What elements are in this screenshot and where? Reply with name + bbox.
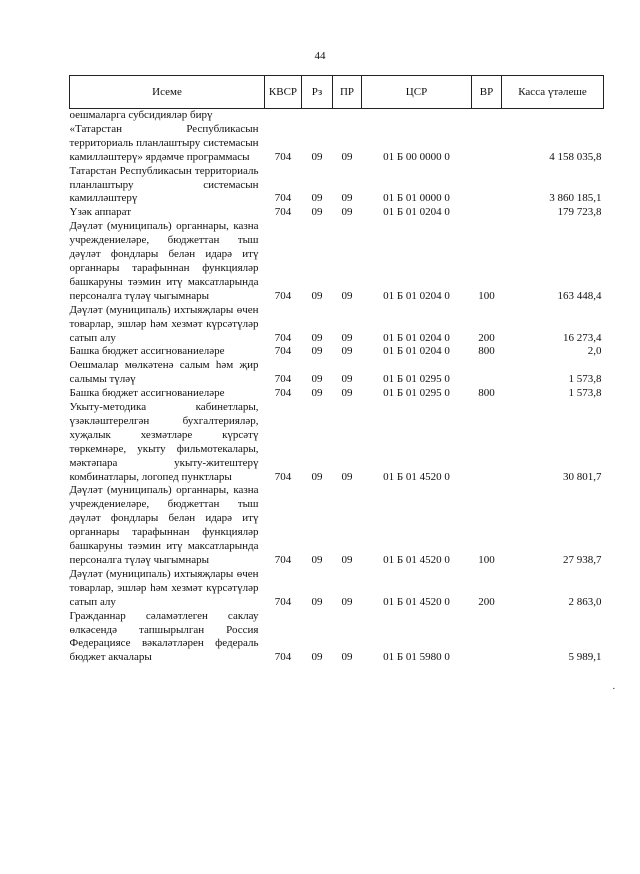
- cell-vr: 100: [478, 554, 495, 566]
- cell-vr: [472, 359, 502, 387]
- cell-vr: [472, 109, 502, 123]
- cell-csr: 01 Б 01 5980 0: [383, 651, 450, 664]
- cell-vr: 100: [478, 289, 495, 302]
- budget-table-container: [69, 75, 603, 665]
- cell-pr: 09: [341, 289, 353, 302]
- cell-kvsr: 704: [274, 345, 292, 358]
- cell-csr: 01 Б 01 0295 0: [383, 387, 450, 400]
- cell-kvsr: 704: [274, 651, 292, 664]
- cell-vr: 200: [478, 595, 495, 608]
- cell-amount: 2,0: [587, 345, 602, 358]
- cell-vr: 800: [478, 345, 495, 358]
- cell-rz: 09: [311, 289, 323, 302]
- cell-csr: 01 Б 01 0295 0: [383, 373, 450, 386]
- cell-amount: 1 573,8: [568, 373, 602, 386]
- cell-name: Татарстан Республикасын территориаль планлаштыру системасын камилләштерү: [69, 164, 259, 205]
- cell-csr: 01 Б 01 0204 0: [383, 289, 450, 302]
- cell-amount: 163 448,4: [557, 289, 602, 302]
- cell-amount: [502, 109, 604, 123]
- cell-amount: 3 860 185,1: [549, 192, 602, 205]
- cell-name: Дәүләт (муниципаль) органнары, казна учреждениеләре, бюджеттан тыш дәүләт фондлары белән идарә итү органнары тарафыннан функцияләр башкаруны тәэмин итү максатларында персоналга түләү чыгымнары: [69, 220, 259, 302]
- header-vr: ВР: [472, 76, 502, 109]
- cell-kvsr: 704: [274, 192, 292, 205]
- cell-rz: 09: [311, 345, 323, 358]
- cell-kvsr: 704: [274, 595, 292, 608]
- header-name: Исеме: [70, 76, 265, 109]
- cell-name: Дәүләт (муниципаль) ихтыяҗлары өчен товарлар, эшләр һәм хезмәт күрсәтүләр сатып алу: [69, 303, 259, 344]
- cell-pr: 09: [341, 206, 353, 219]
- cell-amount: 179 723,8: [557, 206, 602, 219]
- cell-rz: 09: [311, 192, 323, 205]
- cell-pr: 09: [341, 150, 353, 163]
- cell-kvsr: [265, 109, 302, 123]
- cell-rz: 09: [311, 373, 323, 386]
- table-row: [70, 165, 604, 207]
- cell-name: Укыту-методика кабинетлары, үзәкләштерелгән бухгалтерияләр, хуҗалык хезмәтләре күрсәтү төркемнәре, укыту фильмотекалары, мәктәпара укыту-житештерү комбинатлары, логопед пунктлары: [69, 401, 259, 483]
- cell-name: Башка бюджет ассигнованиеләре: [69, 387, 225, 400]
- header-csr: ЦСР: [362, 76, 472, 109]
- cell-vr: [472, 610, 502, 666]
- cell-kvsr: 704: [274, 150, 292, 163]
- cell-name: Дәүләт (муниципаль) органнары, казна учреждениеләре, бюджеттан тыш дәүләт фондлары белән идарә итү органнары тарафыннан функцияләр башкаруны тәэмин итү максатларында персоналга түләү чыгымнары: [69, 484, 259, 566]
- cell-pr: [333, 109, 362, 123]
- cell-kvsr: 704: [274, 470, 292, 483]
- cell-kvsr: 704: [274, 387, 292, 400]
- cell-kvsr: 704: [274, 373, 292, 386]
- header-pr: ПР: [333, 76, 362, 109]
- cell-vr: 200: [478, 331, 495, 344]
- cell-csr: 01 Б 01 0204 0: [383, 345, 450, 358]
- cell-pr: 09: [341, 373, 353, 386]
- cell-kvsr: 704: [274, 206, 292, 219]
- cell-vr: [472, 401, 502, 484]
- cell-rz: 09: [311, 331, 323, 344]
- cell-name: Гражданнар сәламәтлеген саклау өлкәсендә тапшырылган Россия Федерациясе вәкаләтләрен федераль бюджет акчалары: [69, 609, 259, 664]
- cell-amount: 16 273,4: [563, 331, 602, 344]
- table-row: [70, 359, 604, 387]
- cell-kvsr: 704: [274, 554, 292, 566]
- cell-rz: 09: [311, 595, 323, 608]
- cell-name: Үзәк аппарат: [69, 206, 132, 219]
- cell-amount: 1 573,8: [568, 387, 602, 400]
- cell-csr: 01 Б 00 0000 0: [383, 150, 450, 163]
- cell-pr: 09: [341, 387, 353, 400]
- cell-csr: 01 Б 01 0204 0: [383, 331, 450, 344]
- cell-csr: [362, 109, 472, 123]
- cell-kvsr: 704: [274, 289, 292, 302]
- table-row: [70, 109, 604, 123]
- cell-name: оешмаларга субсидияләр бирү: [69, 109, 213, 121]
- cell-vr: 800: [478, 387, 495, 400]
- cell-vr: [472, 206, 502, 220]
- cell-csr: 01 Б 01 4520 0: [383, 470, 450, 483]
- table-row: [70, 387, 604, 401]
- cell-name: «Татарстан Республикасын территориаль планлаштыру системасын камилләштерү» ярдәмче программасы: [69, 122, 259, 163]
- cell-amount: 27 938,7: [563, 554, 602, 566]
- cell-rz: 09: [311, 150, 323, 163]
- page-number: 44: [314, 50, 326, 62]
- table-row: [70, 610, 604, 666]
- cell-rz: 09: [311, 554, 323, 566]
- cell-rz: 09: [311, 387, 323, 400]
- table-header-row: [70, 76, 604, 109]
- cell-csr: 01 Б 01 0204 0: [383, 206, 450, 219]
- cell-pr: 09: [341, 595, 353, 608]
- table-row: [70, 220, 604, 303]
- cell-name: Оешмалар мөлкәтенә салым һәм җир салымы түләү: [69, 359, 259, 386]
- header-rz: Рз: [302, 76, 333, 109]
- cell-pr: 09: [341, 345, 353, 358]
- cell-rz: 09: [311, 470, 323, 483]
- budget-table: [69, 75, 604, 665]
- cell-pr: 09: [341, 470, 353, 483]
- cell-pr: 09: [341, 651, 353, 664]
- table-row: [70, 304, 604, 346]
- cell-pr: 09: [341, 554, 353, 566]
- cell-kvsr: 704: [274, 331, 292, 344]
- table-row: [70, 401, 604, 484]
- cell-csr: 01 Б 01 4520 0: [383, 595, 450, 608]
- cell-csr: 01 Б 01 0000 0: [383, 192, 450, 205]
- cell-rz: 09: [311, 206, 323, 219]
- table-row: [70, 484, 604, 567]
- cell-csr: 01 Б 01 4520 0: [383, 554, 450, 566]
- table-row: [70, 345, 604, 359]
- cell-pr: 09: [341, 192, 353, 205]
- cell-name: Башка бюджет ассигнованиеләре: [69, 345, 225, 358]
- cell-rz: 09: [311, 651, 323, 664]
- cell-amount: 4 158 035,8: [549, 150, 602, 163]
- header-kvsr: КВСР: [265, 76, 302, 109]
- cell-name: Дәүләт (муниципаль) ихтыяҗлары өчен товарлар, эшләр һәм хезмәт күрсәтүләр сатып алу: [69, 567, 259, 608]
- table-row: [70, 206, 604, 220]
- cell-amount: 30 801,7: [563, 470, 602, 483]
- cell-rz: [302, 109, 333, 123]
- cell-vr: [472, 123, 502, 165]
- cell-amount: 2 863,0: [568, 595, 602, 608]
- header-amount: Касса үтәлеше: [502, 76, 604, 109]
- table-row: [70, 568, 604, 610]
- scan-mark: ·: [612, 683, 616, 695]
- table-row: [70, 123, 604, 165]
- cell-pr: 09: [341, 331, 353, 344]
- cell-amount: 5 989,1: [568, 651, 602, 664]
- cell-vr: [472, 165, 502, 207]
